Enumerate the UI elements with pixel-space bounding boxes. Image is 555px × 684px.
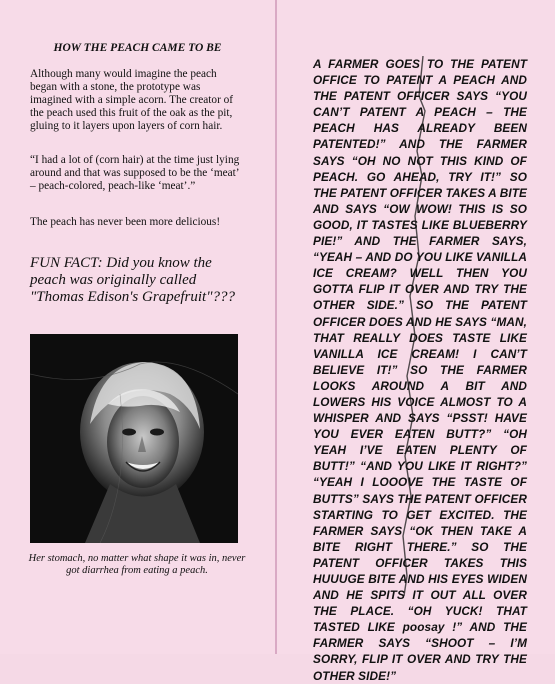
article-title: HOW THE PEACH CAME TO BE [53,42,222,54]
joke-text: A FARMER GOES TO THE PATENT OFFICE TO PATENT A PEACH AND THE PATENT OFFICER SAYS “YOU CAN’T PATENT A PEACH – THE PEACH HAS ALREADY BEEN PATENTED!” AND THE FARMER SAYS “OH NO NOT THIS KIND OF PEACH. GO AHEAD, TRY IT!” SO THE PATENT OFFICER TAKES A BITE AND SAYS “OW WOW! THIS IS SO GOOD, IT TASTES LIKE BLUEBERRY PIE!” AND THE FARMER SAYS, “YEAH – AND DO YOU LIKE VANILLA ICE CREAM? WELL THEN YOU GOTTA FLIP IT OVER AND TRY THE OTHER SIDE.” SO THE PATENT OFFICER DOES AND HE SAYS “MAN, THAT REALLY DOES TASTE LIKE VANILLA ICE CREAM! I CAN’T BELIEVE IT!” SO THE FARMER LOOKS AROUND A BIT AND LOWERS HIS VOICE ALMOST TO A WHISPER AND SAYS “PSST! HAVE YOU EVER EATEN BUTT?” “OH YEAH I’VE EATEN PLENTY OF BUTT!” “AND YOU LIKE IT RIGHT?” “YEAH I LOOOVE THE TASTE OF BUTTS” SAYS THE PATENT OFFICER STARTING TO GET EXCITED. THE FARMER SAYS “OK THEN TAKE A BITE RIGHT THERE.” SO THE PATENT OFFICER TAKES THIS HUUUGE BITE AND HIS EYES WIDEN AND HE SPITS IT OUT ALL OVER THE PLACE. “OH YUCK! THAT TASTED LIKE poosay !” AND THE FARMER SAYS “SHOOT – I’M SORRY, FLIP IT OVER AND TRY THE OTHER SIDE!” [313,57,527,683]
left-panel [0,0,275,654]
fun-fact: FUN FACT: Did you know the peach was originally called "Thomas Edison's Grapefruit"??? [30,255,235,305]
quote-paragraph: “I had a lot of (corn hair) at the time just lying around and that was supposed to be the ‘meat’ – peach-colored, peach-like ‘meat’.” [30,154,240,192]
portrait-photo [30,334,238,543]
portrait-image [30,334,238,543]
photo-caption: Her stomach, no matter what shape it was in, never got diarrhea from eating a peach. [28,553,246,576]
intro-paragraph: Although many would imagine the peach began with a stone, the prototype was imagined with a simple acorn. The creator of the peach used this fruit of the oak as the pit, gluing to it layers upon layers of corn hair. [30,68,234,132]
closing-line: The peach has never been more delicious! [30,216,221,228]
